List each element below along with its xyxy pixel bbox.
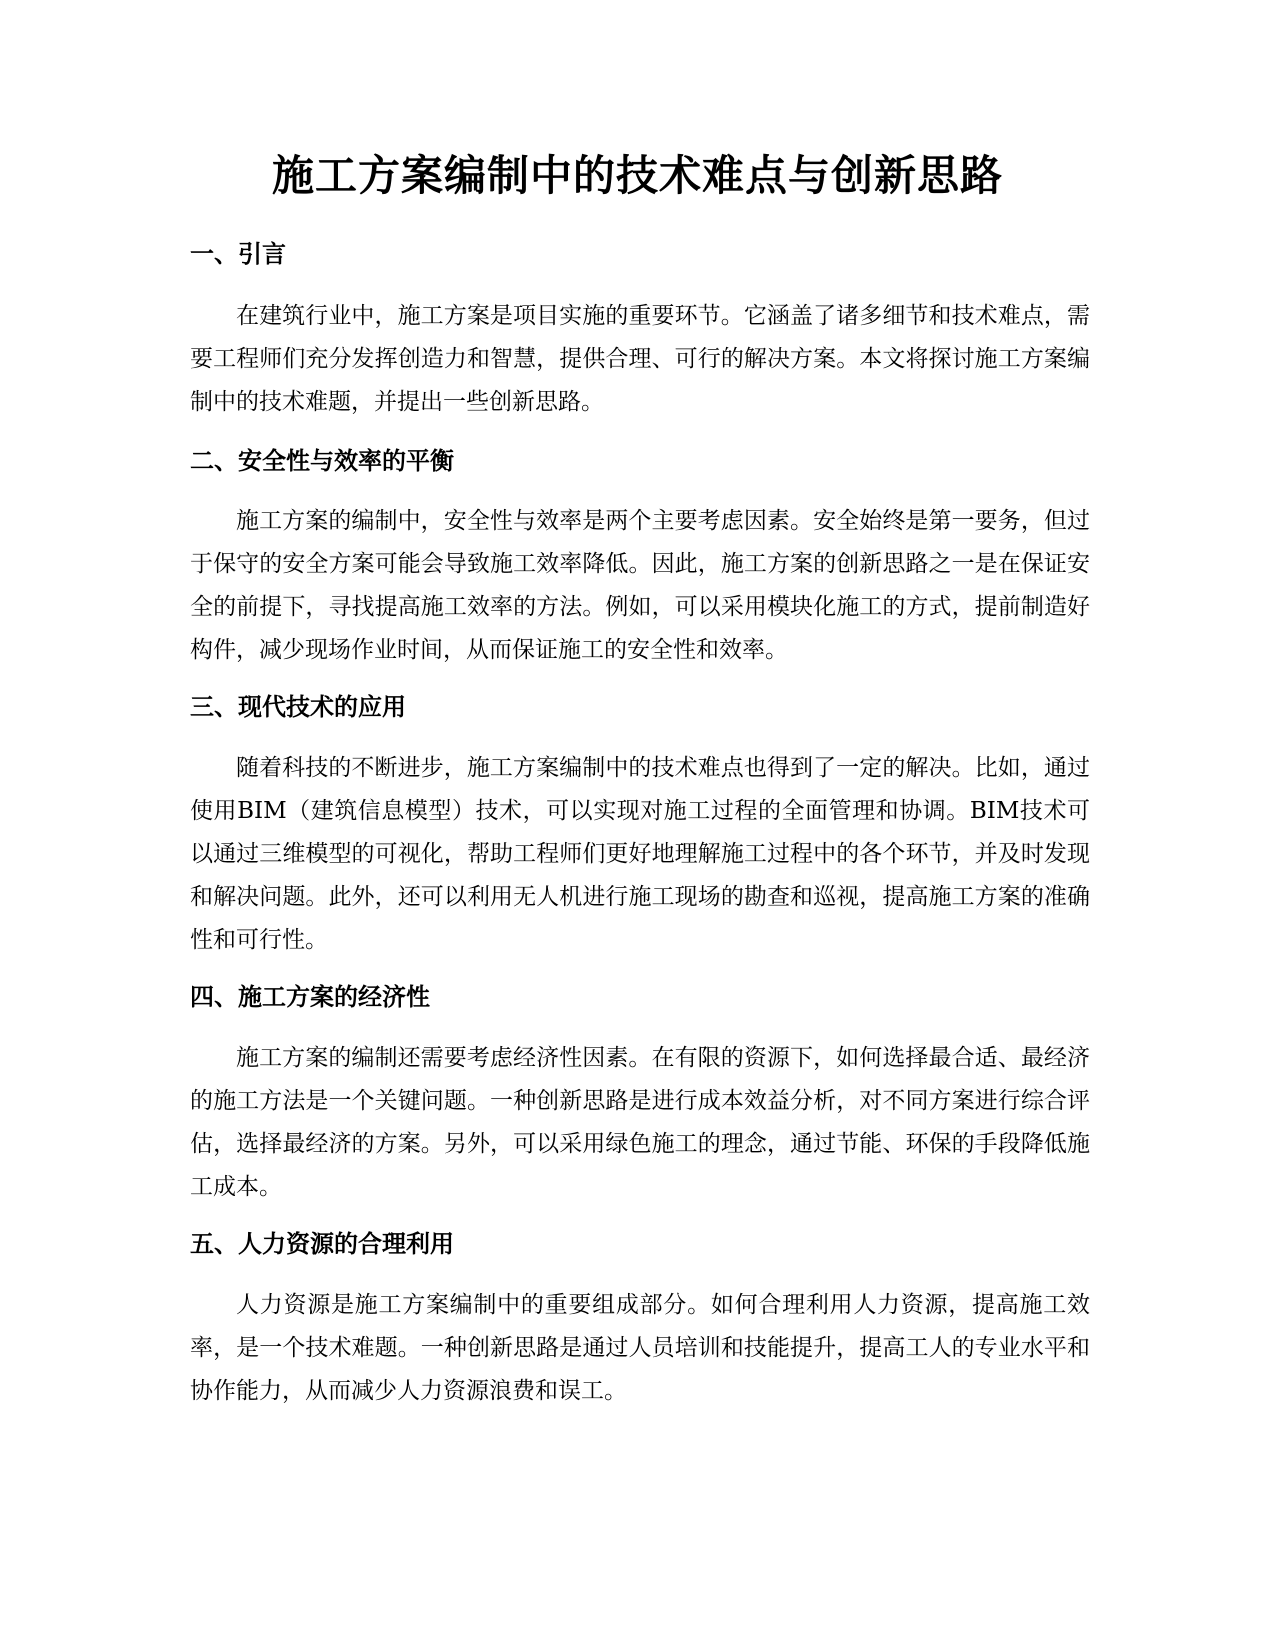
section-body-economy: 施工方案的编制还需要考虑经济性因素。在有限的资源下，如何选择最合适、最经济的施工方法是一个关键问题。一种创新思路是进行成本效益分析，对不同方案进行综合评估，选择最经济的方案。另外，可以采用绿色施工的理念，通过节能、环保的手段降低施工成本。 [190, 1045, 1090, 1200]
section-body-human-resources: 人力资源是施工方案编制中的重要组成部分。如何合理利用人力资源，提高施工效率，是一个技术难题。一种创新思路是通过人员培训和技能提升，提高工人的专业水平和协作能力，从而减少人力资源浪费和误工。 [190, 1292, 1090, 1404]
section-heading-safety-efficiency: 二、安全性与效率的平衡 [190, 447, 454, 475]
section-heading-modern-technology: 三、现代技术的应用 [190, 693, 406, 721]
section-body-safety-efficiency: 施工方案的编制中，安全性与效率是两个主要考虑因素。安全始终是第一要务，但过于保守的安全方案可能会导致施工效率降低。因此，施工方案的创新思路之一是在保证安全的前提下，寻找提高施工效率的方法。例如，可以采用模块化施工的方式，提前制造好构件，减少现场作业时间，从而保证施工的安全性和效率。 [190, 508, 1090, 663]
section-body-intro: 在建筑行业中，施工方案是项目实施的重要环节。它涵盖了诸多细节和技术难点，需要工程师们充分发挥创造力和智慧，提供合理、可行的解决方案。本文将探讨施工方案编制中的技术难题，并提出一些创新思路。 [190, 303, 1090, 415]
document-title: 施工方案编制中的技术难点与创新思路 [271, 151, 1003, 200]
section-heading-economy: 四、施工方案的经济性 [190, 983, 430, 1011]
section-body-modern-technology: 随着科技的不断进步，施工方案编制中的技术难点也得到了一定的解决。比如，通过使用BIM（建筑信息模型）技术，可以实现对施工过程的全面管理和协调。BIM技术可以通过三维模型的可视化，帮助工程师们更好地理解施工过程中的各个环节，并及时发现和解决问题。此外，还可以利用无人机进行施工现场的勘查和巡视，提高施工方案的准确性和可行性。 [190, 755, 1090, 953]
section-heading-intro: 一、引言 [190, 240, 286, 268]
section-heading-human-resources: 五、人力资源的合理利用 [190, 1230, 454, 1258]
